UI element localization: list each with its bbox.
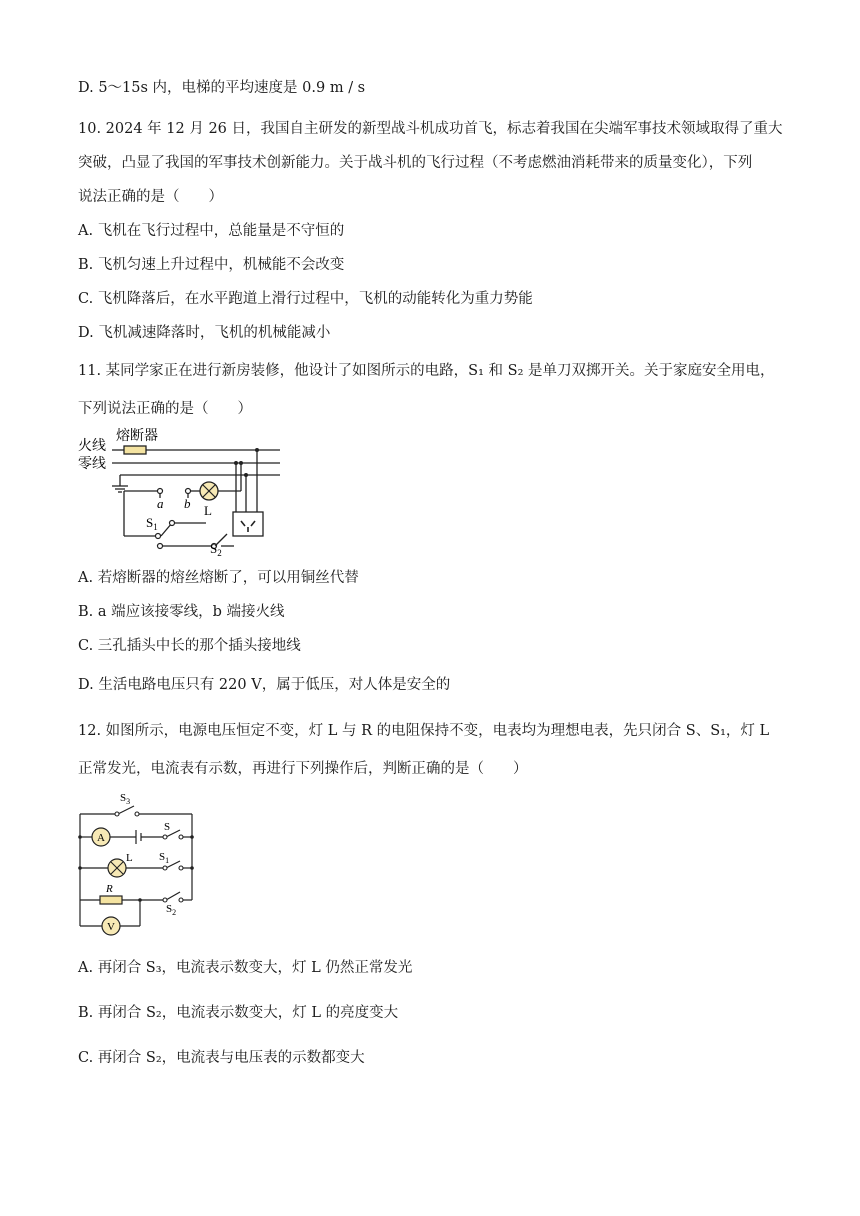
fuse-label: 熔断器: [116, 429, 158, 444]
svg-text:V: V: [107, 921, 115, 933]
lamp-label: L: [126, 852, 133, 864]
q11-option-c: C. 三孔插头中长的那个插头接地线: [78, 638, 301, 654]
lamp-symbol: [108, 859, 126, 877]
q12-option-c: C. 再闭合 S₂，电流表与电压表的示数都变大: [78, 1050, 365, 1066]
q11-option-b: B. a 端应该接零线，b 端接火线: [78, 604, 285, 620]
terminal-a-label: a: [157, 496, 164, 511]
q10-option-d: D. 飞机减速降落时，飞机的机械能减小: [78, 325, 331, 341]
voltmeter-symbol: [102, 917, 120, 935]
q10-stem-line-1: 10. 2024 年 12 月 26 日，我国自主研发的新型战斗机成功首飞，标志着我国在尖端军事技术领域取得了重大: [78, 121, 783, 137]
neutral-wire-label: 零线: [78, 457, 106, 472]
q10-option-c: C. 飞机降落后，在水平跑道上滑行过程中，飞机的动能转化为重力势能: [78, 291, 533, 307]
s2-label: $S_2$: [166, 903, 177, 917]
q11-option-d: D. 生活电路电压只有 220 V，属于低压，对人体是安全的: [78, 677, 451, 693]
q11-stem-line-2: 下列说法正确的是（ ）: [78, 401, 252, 417]
resistor-symbol: [100, 896, 122, 904]
switch1-label: $S_1$: [146, 515, 158, 532]
q10-stem-line-3: 说法正确的是（ ）: [78, 189, 223, 205]
terminal-b-label: b: [184, 496, 191, 511]
s-label: S: [164, 821, 171, 833]
q10-option-a: A. 飞机在飞行过程中，总能量是不守恒的: [78, 223, 345, 239]
q9-option-d: D. 5～15s 内，电梯的平均速度是 0.9 m / s: [78, 80, 366, 96]
q10-stem-line-2: 突破，凸显了我国的军事技术创新能力。关于战斗机的飞行过程（不考虑燃油消耗带来的质量变化），下列: [78, 155, 753, 171]
fuse-symbol: [124, 446, 146, 454]
s3-label: $S_3$: [120, 792, 131, 806]
q12-stem-line-1: 12. 如图所示，电源电压恒定不变，灯 L 与 R 的电阻保持不变，电表均为理想电表，先只闭合 S、S₁，灯 L: [78, 723, 770, 739]
q12-option-b: B. 再闭合 S₂，电流表示数变大，灯 L 的亮度变大: [78, 1005, 399, 1021]
lamp-symbol: [200, 482, 218, 500]
household-circuit-diagram: [76, 426, 286, 558]
svg-text:A: A: [97, 832, 105, 844]
q11-stem-line-1: 11. 某同学家正在进行新房装修，他设计了如图所示的电路，S₁ 和 S₂ 是单刀双掷开关。关于家庭安全用电，: [78, 363, 775, 379]
q12-option-a: A. 再闭合 S₃，电流表示数变大，灯 L 仍然正常发光: [78, 960, 413, 976]
ammeter-symbol: [92, 828, 110, 846]
q11-option-a: A. 若熔断器的熔丝熔断了，可以用铜丝代替: [78, 570, 359, 586]
s1-label: $S_1$: [159, 851, 170, 865]
switch2-label: $S_2$: [210, 541, 222, 558]
resistor-label: R: [106, 883, 113, 895]
socket-box: [233, 512, 263, 536]
live-wire-label: 火线: [78, 439, 106, 454]
q12-stem-line-2: 正常发光，电流表有示数，再进行下列操作后，判断正确的是（ ）: [78, 761, 528, 777]
parallel-circuit-diagram: [76, 788, 200, 940]
q10-option-b: B. 飞机匀速上升过程中，机械能不会改变: [78, 257, 345, 273]
lamp-label: L: [204, 503, 212, 518]
